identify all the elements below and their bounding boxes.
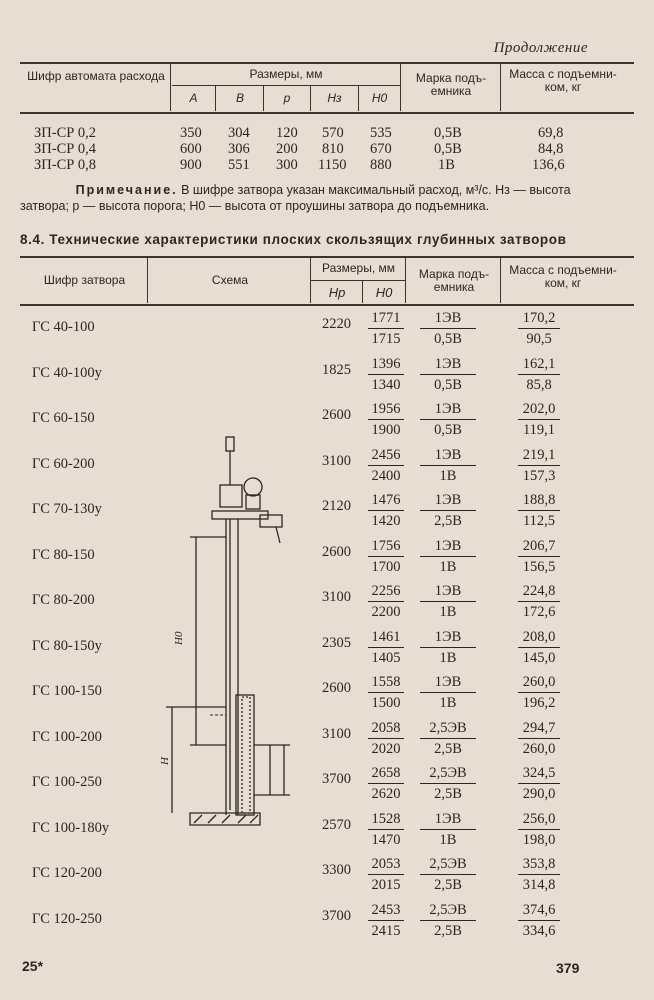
table2-cell-hoist <box>420 765 476 802</box>
table2-vline <box>147 258 148 303</box>
table2-cell-h0 <box>368 765 404 802</box>
table2-cell-hp: 3300 <box>322 862 351 878</box>
table2-cell-hoist-bottom: 2,5В <box>434 513 462 529</box>
table2-cell-hoist-top: 1ЭВ <box>420 538 476 557</box>
table2-cell-mass <box>518 401 560 438</box>
table1-sizes-rule <box>172 85 400 86</box>
table2-cell-mass <box>518 492 560 529</box>
note-text: В шифре затвора указан максимальный расход, м³/с. Hз — высота затвора; p — высота порога; H0 — высота от проушины затвора до подъемника. <box>20 183 571 213</box>
table2-col-hoist-header: Марка подъ-емника <box>418 267 490 294</box>
table2-cell-mass-top: 324,5 <box>518 765 560 784</box>
table2-cell-h0-top: 1396 <box>368 356 404 375</box>
table2-cell-h0-top: 2453 <box>368 902 404 921</box>
table2-cell-h0-top: 1956 <box>368 401 404 420</box>
table2-col-schema-header: Схема <box>211 273 249 287</box>
table2-cell-h0-top: 1558 <box>368 674 404 693</box>
table2-col-sizes-header: Размеры, мм <box>321 261 396 275</box>
table2-cell-hoist-top: 2,5ЭВ <box>420 720 476 739</box>
table2-cell-hoist-top: 2,5ЭВ <box>420 902 476 921</box>
table2-cell-code: ГС 100-150 <box>32 683 102 699</box>
table2-cell-h0-bottom: 2620 <box>371 786 401 802</box>
table2-cell-mass-top: 170,2 <box>518 310 560 329</box>
table2-cell-h0-top: 2053 <box>368 856 404 875</box>
table2-cell-hp: 3100 <box>322 589 351 605</box>
table2-cell-code: ГС 120-250 <box>32 910 102 927</box>
table2-cell-mass-top: 224,8 <box>518 583 560 602</box>
table1-sub-a: A <box>189 91 198 105</box>
table2-sub-hp: Hр <box>328 285 346 300</box>
table2-cell-code: ГС 80-200 <box>32 592 95 608</box>
table1-col-hoist-header: Марка подъ-емника <box>415 71 487 98</box>
table2-cell-h0-top: 1528 <box>368 811 404 830</box>
table2-cell-hoist <box>420 629 476 666</box>
table2-cell-mass <box>518 583 560 620</box>
table2-cell-hoist-bottom: 2,5В <box>434 877 462 893</box>
table2-cell-hoist-top: 1ЭВ <box>420 674 476 693</box>
table2-cell-code: ГС 60-200 <box>32 455 95 472</box>
table1-col-code-header: Шифр автомата расхода <box>27 69 165 83</box>
table2-cell-mass-bottom: 85,8 <box>526 376 552 393</box>
table2-cell-h0-top: 2456 <box>368 447 404 466</box>
table2-cell-mass-top: 260,0 <box>518 674 560 693</box>
table2-cell-hp: 2220 <box>322 316 351 332</box>
table1-cell-a: 350 <box>180 125 202 141</box>
table2-cell-hp: 2600 <box>322 543 351 560</box>
table2-cell-code: ГС 100-180у <box>32 819 110 836</box>
table2-cell-h0 <box>368 583 404 620</box>
table2-cell-hp: 2600 <box>322 680 351 696</box>
table2-cell-h0-top: 2658 <box>368 765 404 784</box>
table2-cell-hoist-bottom: 0,5В <box>434 331 462 347</box>
table1-cell-a: 900 <box>180 157 202 173</box>
table2-cell-mass-top: 294,7 <box>518 720 560 739</box>
table2-cell-hoist <box>420 856 476 893</box>
table1-vline <box>215 86 216 111</box>
table2-cell-h0-bottom: 1700 <box>371 558 401 575</box>
table2-cell-mass-bottom: 260,0 <box>522 740 556 757</box>
note-lead: Примечание. <box>75 183 178 197</box>
table1-vline <box>170 64 171 111</box>
table2-cell-mass-bottom: 145,0 <box>522 649 556 666</box>
table1-cell-p: 300 <box>276 157 298 173</box>
table2-cell-hoist-top: 1ЭВ <box>420 811 476 830</box>
table2-cell-h0 <box>368 310 404 347</box>
table2-cell-hoist <box>420 538 476 575</box>
table2-cell-h0 <box>368 629 404 666</box>
table2-cell-hp: 2120 <box>322 498 351 514</box>
table2-cell-mass-top: 162,1 <box>518 356 560 375</box>
table2-cell-h0 <box>368 356 404 393</box>
table1-cell-hoist: 1В <box>438 157 455 173</box>
table1-sub-b: B <box>235 91 244 105</box>
table2-cell-h0-bottom: 1340 <box>371 376 401 393</box>
table2-cell-h0-bottom: 2200 <box>371 604 401 620</box>
table2-cell-hoist-top: 2,5ЭВ <box>420 856 476 875</box>
table1-header-rule <box>20 112 634 114</box>
section-title: 8.4. Технические характеристики плоских скользящих глубинных затворов <box>20 232 567 247</box>
table2-cell-mass-bottom: 157,3 <box>522 467 556 484</box>
table2-cell-mass <box>518 856 560 893</box>
table1-top-rule <box>20 62 634 64</box>
table2-cell-h0 <box>368 492 404 529</box>
table2-cell-mass-top: 208,0 <box>518 629 560 648</box>
table2-cell-h0 <box>368 811 404 848</box>
table2-cell-mass-top: 353,8 <box>518 856 560 875</box>
table1-cell-h0: 880 <box>370 157 392 173</box>
page-number: 379 <box>556 960 580 976</box>
table2-cell-hoist <box>420 310 476 347</box>
table2-cell-hoist-top: 1ЭВ <box>420 629 476 648</box>
table2-vline <box>310 258 311 303</box>
table2-cell-mass-bottom: 156,5 <box>522 558 556 575</box>
continuation-label: Продолжение <box>493 40 588 56</box>
table2-cell-hoist-bottom: 1В <box>439 604 457 620</box>
table2-cell-mass-bottom: 198,0 <box>522 831 556 848</box>
table2-cell-code: ГС 60-150 <box>32 410 95 426</box>
table1-cell-code: ЗП-СР 0,2 <box>34 125 97 141</box>
table2-cell-hp: 1825 <box>322 361 351 378</box>
table2-cell-h0-bottom: 1470 <box>371 831 401 848</box>
table2-cell-h0 <box>368 674 404 711</box>
table1-col-sizes-header: Размеры, мм <box>249 67 323 81</box>
table2-cell-mass-top: 188,8 <box>518 492 560 511</box>
table2-cell-code: ГС 120-200 <box>32 865 102 881</box>
table2-cell-mass <box>518 310 560 347</box>
table2-cell-hoist-bottom: 0,5В <box>434 422 462 438</box>
table2-cell-h0-bottom: 2415 <box>371 922 401 939</box>
table1-cell-p: 200 <box>276 141 298 157</box>
schema-label-h0: H0 <box>173 631 185 645</box>
table1-cell-code: ЗП-СР 0,8 <box>34 157 97 173</box>
table2-cell-mass-bottom: 119,1 <box>522 422 556 438</box>
table1-sub-h0: H0 <box>371 91 388 105</box>
table2-cell-hoist-top: 1ЭВ <box>420 583 476 602</box>
table2-cell-mass-bottom: 112,5 <box>522 513 556 529</box>
table2-cell-mass-bottom: 314,8 <box>522 877 556 893</box>
table2-cell-hoist <box>420 447 476 484</box>
table2-cell-hp: 2600 <box>322 407 351 423</box>
table2-cell-hoist-bottom: 0,5В <box>434 376 462 393</box>
table1-sub-h3: Hз <box>327 91 342 105</box>
table2-cell-h0 <box>368 902 404 939</box>
table2-cell-hp: 2305 <box>322 634 351 651</box>
table2-cell-h0-bottom: 1900 <box>371 422 401 438</box>
table2-cell-h0-bottom: 1420 <box>371 513 401 529</box>
table1-cell-a: 600 <box>180 141 202 157</box>
table2-cell-hoist-bottom: 1В <box>439 831 457 848</box>
table1-cell-mass: 136,6 <box>532 157 565 173</box>
table1-cell-h0: 535 <box>370 125 392 141</box>
table2-cell-h0-top: 2256 <box>368 583 404 602</box>
table1-cell-b: 304 <box>228 125 250 141</box>
table2-cell-mass <box>518 356 560 393</box>
table2-cell-code: ГС 40-100у <box>32 364 102 381</box>
table2-header-rule <box>20 304 634 306</box>
schema-label-h: H <box>159 757 171 765</box>
table1-vline <box>500 64 501 111</box>
table2-top-rule <box>20 256 634 258</box>
table2-cell-hoist <box>420 902 476 939</box>
table2-cell-code: ГС 100-200 <box>32 728 102 745</box>
table1-cell-code: ЗП-СР 0,4 <box>34 141 97 157</box>
table2-cell-hoist <box>420 401 476 438</box>
table2-cell-h0-bottom: 2015 <box>371 877 401 893</box>
table2-cell-h0-top: 1756 <box>368 538 404 557</box>
table2-cell-hoist-bottom: 1В <box>439 467 457 484</box>
table1-col-mass-header: Масса с подъемни-ком, кг <box>509 67 617 94</box>
table2-cell-mass-bottom: 90,5 <box>526 331 552 347</box>
table2-cell-hoist <box>420 811 476 848</box>
table2-cell-h0 <box>368 720 404 757</box>
table2-cell-mass <box>518 811 560 848</box>
table2-cell-h0-bottom: 1500 <box>371 695 401 711</box>
table2-cell-hp: 3700 <box>322 771 351 787</box>
table2-cell-mass-top: 219,1 <box>518 447 560 466</box>
table2-cell-mass <box>518 629 560 666</box>
table2-cell-hoist-top: 1ЭВ <box>420 492 476 511</box>
table2-cell-hp: 3700 <box>322 907 351 924</box>
table1-cell-h3: 570 <box>322 125 344 141</box>
table2-cell-hoist-top: 1ЭВ <box>420 447 476 466</box>
gate-schema-drawing <box>150 425 310 835</box>
table2-cell-hoist <box>420 674 476 711</box>
table2-cell-hoist-top: 2,5ЭВ <box>420 765 476 784</box>
table2-col-code-header: Шифр затвора <box>43 273 126 287</box>
table2-cell-mass-bottom: 196,2 <box>522 695 556 711</box>
table2-col-mass-header: Масса с подъемни-ком, кг <box>509 263 617 290</box>
table2-cell-h0-bottom: 2020 <box>371 740 401 757</box>
table2-cell-hoist-bottom: 1В <box>439 695 457 711</box>
table2-cell-hp: 2570 <box>322 816 351 833</box>
table1-cell-p: 120 <box>276 125 298 141</box>
table2-cell-h0 <box>368 856 404 893</box>
table2-vline <box>500 258 501 303</box>
table2-cell-hoist-bottom: 2,5В <box>434 740 462 757</box>
table2-cell-hoist-top: 1ЭВ <box>420 356 476 375</box>
table2-cell-h0-bottom: 2400 <box>371 467 401 484</box>
table2-cell-hoist-bottom: 2,5В <box>434 786 462 802</box>
table2-cell-code: ГС 100-250 <box>32 774 102 790</box>
table2-cell-mass-top: 374,6 <box>518 902 560 921</box>
table2-cell-mass-bottom: 172,6 <box>522 604 556 620</box>
table2-cell-mass-top: 202,0 <box>518 401 560 420</box>
table1-cell-hoist: 0,5В <box>434 125 462 141</box>
table2-cell-h0-bottom: 1715 <box>371 331 401 347</box>
table2-cell-hoist-bottom: 1В <box>439 558 457 575</box>
table1-cell-h3: 1150 <box>318 157 347 173</box>
table2-cell-h0-bottom: 1405 <box>371 649 401 666</box>
table1-cell-b: 551 <box>228 157 250 173</box>
table1-cell-hoist: 0,5В <box>434 141 462 157</box>
table1-cell-h0: 670 <box>370 141 392 157</box>
table2-cell-code: ГС 80-150у <box>32 637 102 654</box>
table1-note <box>20 182 620 214</box>
signature-mark: 25* <box>22 958 44 974</box>
table1-vline <box>400 64 401 111</box>
table2-cell-mass-bottom: 290,0 <box>522 786 556 802</box>
table1-sub-p: p <box>283 91 291 105</box>
table2-cell-mass <box>518 674 560 711</box>
table2-cell-hoist <box>420 720 476 757</box>
table2-cell-h0-top: 1771 <box>368 310 404 329</box>
table2-cell-hoist-top: 1ЭВ <box>420 401 476 420</box>
table2-cell-h0 <box>368 538 404 575</box>
table2-cell-hoist <box>420 492 476 529</box>
table2-cell-hoist-top: 1ЭВ <box>420 310 476 329</box>
table2-cell-code: ГС 80-150 <box>32 546 95 563</box>
table2-cell-hoist-bottom: 2,5В <box>434 922 462 939</box>
table2-sub-h0: H0 <box>375 285 393 300</box>
table2-cell-mass <box>518 765 560 802</box>
table2-cell-h0-top: 1476 <box>368 492 404 511</box>
table2-cell-h0-top: 1461 <box>368 629 404 648</box>
table2-cell-h0 <box>368 401 404 438</box>
table1-cell-h3: 810 <box>322 141 344 157</box>
table2-vline <box>405 258 406 303</box>
table2-cell-h0-top: 2058 <box>368 720 404 739</box>
table1-cell-b: 306 <box>228 141 250 157</box>
table2-cell-hp: 3100 <box>322 725 351 742</box>
table2-cell-mass <box>518 720 560 757</box>
table2-cell-code: ГС 70-130у <box>32 501 102 517</box>
table2-cell-mass <box>518 447 560 484</box>
table2-cell-mass <box>518 538 560 575</box>
table2-cell-hoist <box>420 356 476 393</box>
table2-sizes-rule <box>310 280 405 281</box>
table2-cell-hoist <box>420 583 476 620</box>
table1-cell-mass: 84,8 <box>538 141 564 157</box>
table2-cell-h0 <box>368 447 404 484</box>
table2-cell-mass-bottom: 334,6 <box>522 922 556 939</box>
table2-cell-hoist-bottom: 1В <box>439 649 457 666</box>
table2-cell-mass-top: 206,7 <box>518 538 560 557</box>
table1-cell-mass: 69,8 <box>538 125 564 141</box>
table2-cell-mass <box>518 902 560 939</box>
table2-cell-code: ГС 40-100 <box>32 319 95 335</box>
table2-cell-mass-top: 256,0 <box>518 811 560 830</box>
table2-cell-hp: 3100 <box>322 452 351 469</box>
